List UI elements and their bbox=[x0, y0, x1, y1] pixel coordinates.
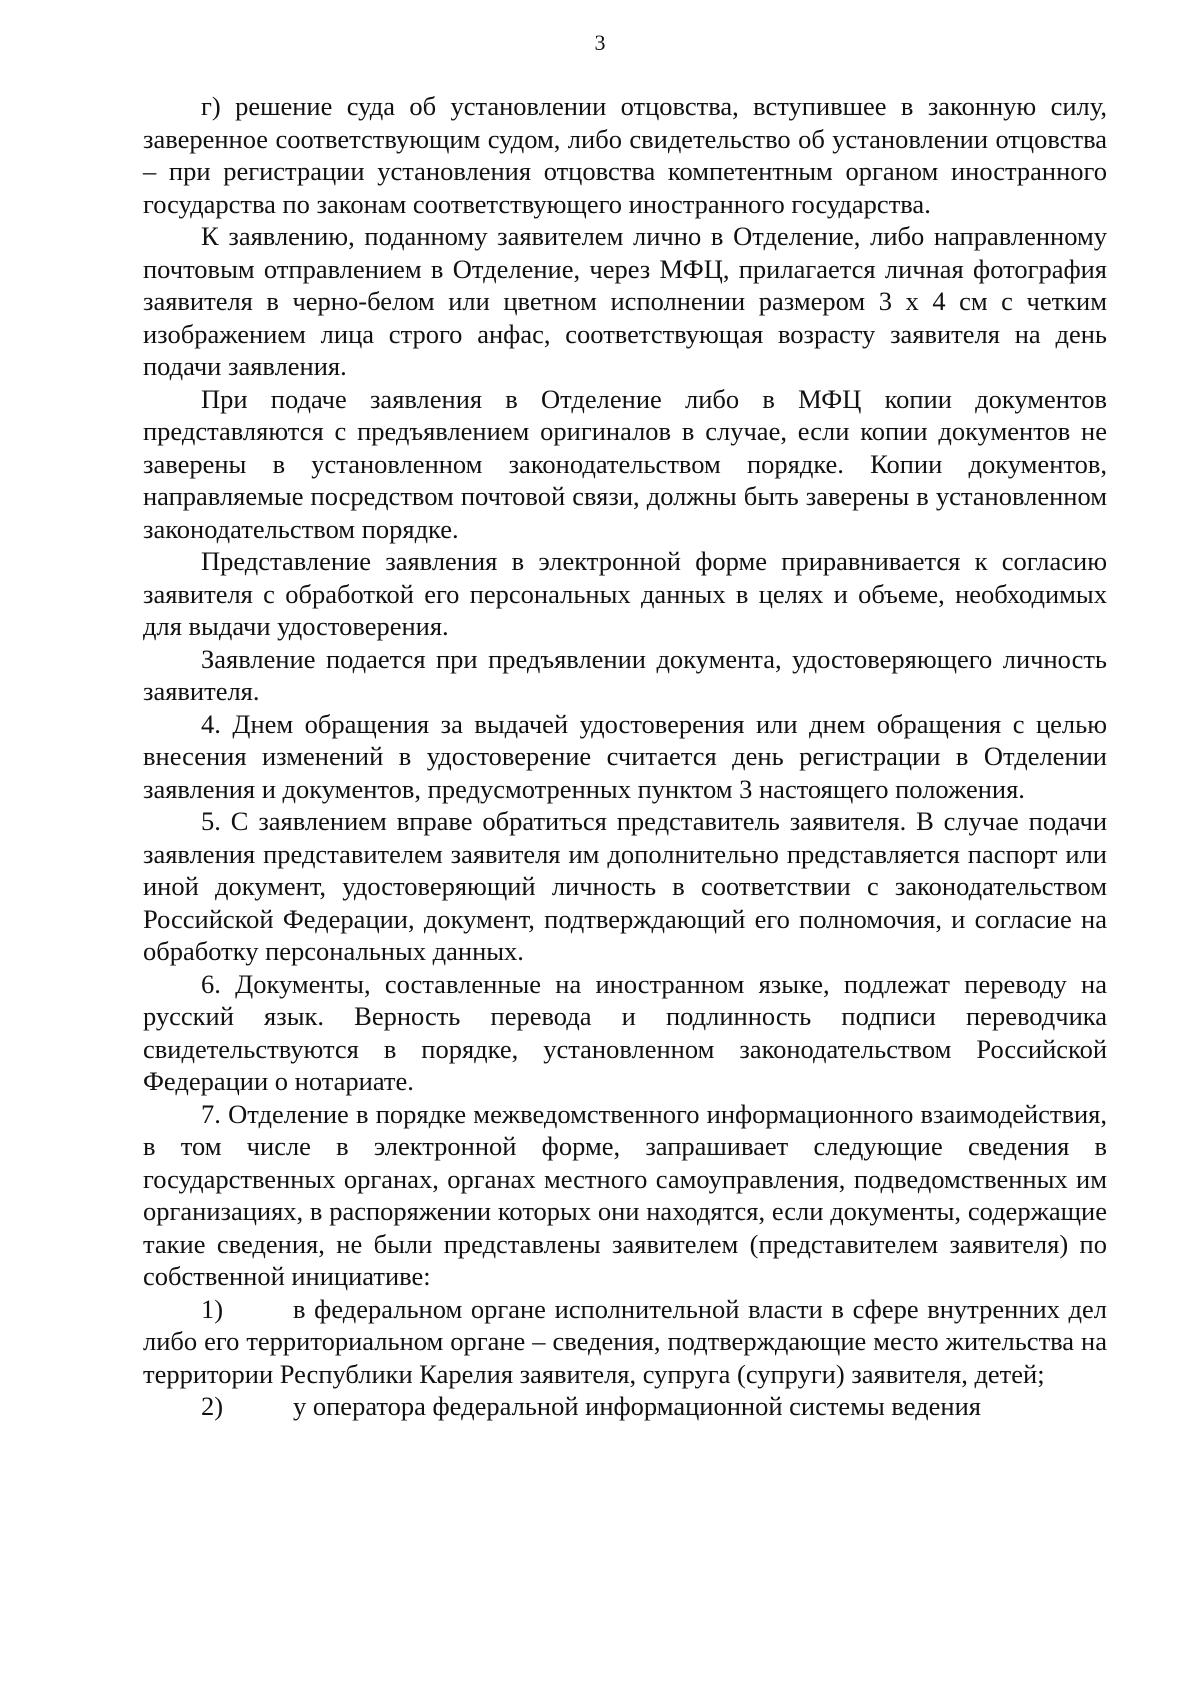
paragraph-clause-7: 7. Отделение в порядке межведомственного информационного взаимодействия, в том числе в электронной форме, запрашивает следующие сведения в государственных органах, органах местного самоуправления, подведомственных им организациях, в распоряжении которых они находятся, если документы, содержащие такие сведения, не были представлены заявителем (представителем заявителя) по собственной инициативе: bbox=[143, 1098, 1107, 1291]
paragraph-court-decision: г) решение суда об установлении отцовства, вступившее в законную силу, заверенное соответствующим судом, либо свидетельство об установлении отцовства – при регистрации установления отцовства компетентным органом иностранного государства по законам соответствующего иностранного государства. bbox=[143, 91, 1107, 219]
list-item-2 bbox=[143, 1390, 1107, 1423]
paragraph-photo-requirement: К заявлению, поданному заявителем лично в Отделение, либо направленному почтовым отправлением в Отделение, через МФЦ, прилагается личная фотография заявителя в черно-белом или цветном исполнении размером 3 х 4 см с четким изображением лица строго анфас, соответствующая возрасту заявителя на день подачи заявления. bbox=[143, 221, 1107, 381]
document-body bbox=[143, 90, 1107, 1423]
list-item-1 bbox=[143, 1293, 1107, 1391]
list-item-number: 1) bbox=[201, 1293, 224, 1324]
paragraph-document-copies: При подаче заявления в Отделение либо в МФЦ копии документов представляются с предъявлением оригиналов в случае, если копии документов не заверены в установленном законодательством порядке. Копии документов, направляемые посредством почтовой связи, должны быть заверены в установленном законодательством порядке. bbox=[143, 383, 1107, 544]
list-item-text: в федеральном органе исполнительной власти в сфере внутренних дел либо его территориальном органе – сведения, подтверждающие место жительства на территории Республики Карелия заявителя, супруга (супруги) заявителя, детей; bbox=[143, 1293, 1107, 1389]
paragraph-electronic-form: Представление заявления в электронной форме приравнивается к согласию заявителя с обработкой его персональных данных в целях и объеме, необходимых для выдачи удостоверения. bbox=[143, 546, 1107, 641]
page-number: 3 bbox=[594, 30, 606, 55]
paragraph-identity-document: Заявление подается при предъявлении документа, удостоверяющего личность заявителя. bbox=[143, 643, 1107, 706]
list-item-number: 2) bbox=[201, 1391, 224, 1421]
paragraph-clause-4: 4. Днем обращения за выдачей удостоверения или днем обращения с целью внесения изменений в удостоверение считается день регистрации в Отделении заявления и документов, предусмотренных пунктом 3 настоящего положения. bbox=[143, 708, 1107, 804]
list-item-text: у оператора федеральной информационной системы ведения bbox=[293, 1391, 981, 1421]
paragraph-clause-6: 6. Документы, составленные на иностранном языке, подлежат переводу на русский язык. Верность перевода и подлинность подписи переводчика свидетельствуются в порядке, установленном законодательством Российской Федерации о нотариате. bbox=[143, 968, 1107, 1096]
paragraph-clause-5: 5. С заявлением вправе обратиться представитель заявителя. В случае подачи заявления представителем заявителя им дополнительно представляется паспорт или иной документ, удостоверяющий личность в соответствии с законодательством Российской Федерации, документ, подтверждающий его полномочия, и согласие на обработку персональных данных. bbox=[143, 806, 1107, 966]
